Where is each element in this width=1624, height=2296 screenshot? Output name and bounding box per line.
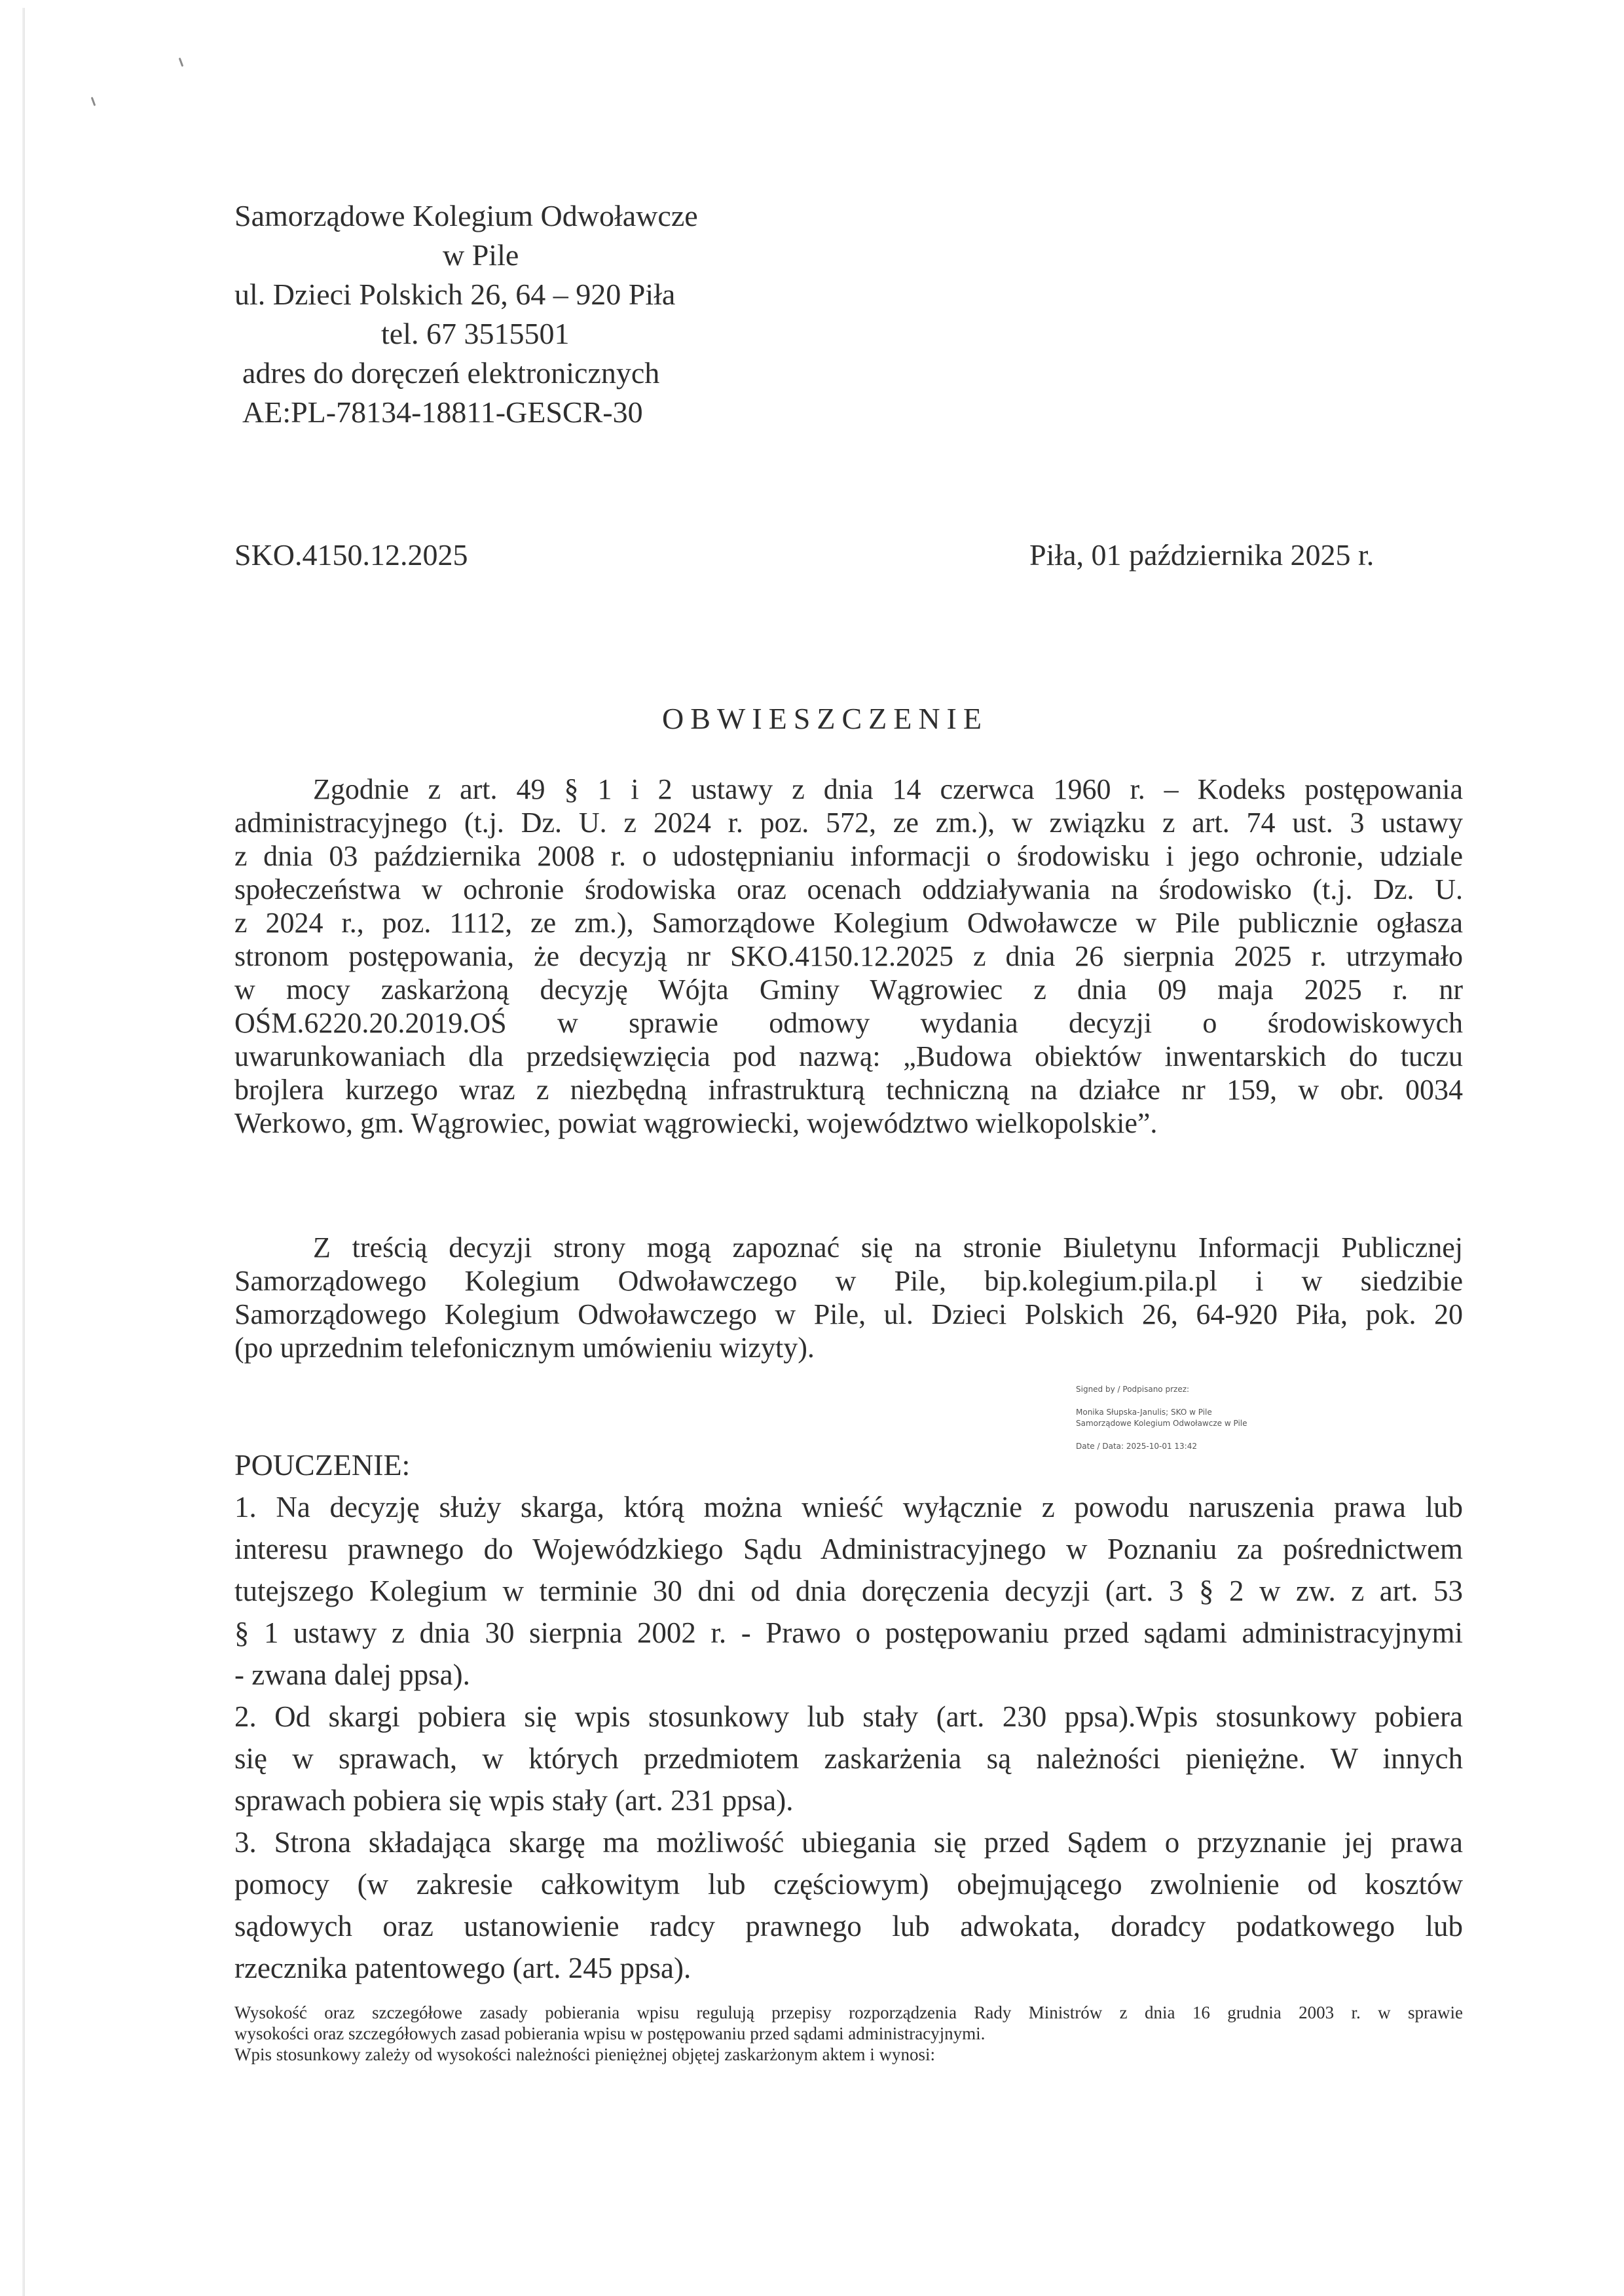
paragraph-line: Z treścią decyzji strony mogą zapoznać się na stronie Biuletynu Informacji Publicznej: [313, 1231, 1463, 1264]
electronic-signature-block: [1076, 1384, 1247, 1452]
access-info-paragraph: [234, 1231, 1463, 1364]
footnote-line: wysokości oraz szczegółowych zasad pobierania wpisu w postępowaniu przed sądami administracyjnymi.: [234, 2024, 986, 2043]
instruction-line: - zwana dalej ppsa).: [234, 1658, 470, 1691]
scan-edge-shadow: [22, 8, 25, 2296]
footnote-line: Wysokość oraz szczegółowe zasady pobierania wpisu regulują przepisy rozporządzenia Rady Ministrów z dnia 16 grudnia 2003 r. w sprawie: [234, 2003, 1463, 2022]
paragraph-line: z dnia 03 października 2008 r. o udostępnianiu informacji o środowisku i jego ochronie, udziale: [234, 840, 1463, 872]
letterhead-edelivery-address: AE:PL-78134-18811-GESCR-30: [242, 395, 643, 429]
scan-speck: [91, 97, 96, 106]
signature-signed-by-label: Signed by / Podpisano przez:: [1076, 1385, 1190, 1394]
instruction-line: 3. Strona składająca skargę ma możliwość ubiegania się przed Sądem o przyznanie jej prawa: [234, 1826, 1463, 1859]
letterhead-institution: Samorządowe Kolegium Odwoławcze: [234, 199, 698, 232]
document-title: OBWIESZCZENIE: [662, 702, 988, 735]
paragraph-line: z 2024 r., poz. 1112, ze zm.), Samorządowe Kolegium Odwoławcze w Pile publicznie ogłasza: [234, 907, 1463, 939]
paragraph-line: stronom postępowania, że decyzją nr SKO.4150.12.2025 z dnia 26 sierpnia 2025 r. utrzymało: [234, 940, 1463, 972]
letterhead-phone: tel. 67 3515501: [381, 317, 570, 350]
instruction-line: 1. Na decyzję służy skarga, którą można wnieść wyłącznie z powodu naruszenia prawa lub: [234, 1491, 1463, 1523]
instruction-line: interesu prawnego do Wojewódzkiego Sądu Administracyjnego w Poznaniu za pośrednictwem: [234, 1533, 1463, 1565]
paragraph-line: społeczeństwa w ochronie środowiska oraz ocenach oddziaływania na środowisko (t.j. Dz. U.: [234, 873, 1463, 905]
instruction-line: sądowych oraz ustanowienie radcy prawnego lub adwokata, doradcy podatkowego lub: [234, 1910, 1463, 1942]
instruction-heading: POUCZENIE:: [234, 1448, 411, 1482]
place-and-date: Piła, 01 października 2025 r.: [1029, 538, 1375, 572]
paragraph-line: (po uprzednim telefonicznym umówieniu wizyty).: [234, 1332, 815, 1364]
instruction-line: się w sprawach, w których przedmiotem zaskarżenia są należności pieniężne. W innych: [234, 1742, 1463, 1775]
paragraph-line: brojlera kurzego wraz z niezbędną infrastrukturą techniczną na działce nr 159, w obr. 0034: [234, 1074, 1463, 1106]
instruction-line: pomocy (w zakresie całkowitym lub częściowym) obejmującego zwolnienie od kosztów: [234, 1868, 1463, 1901]
signature-signer-name: Monika Słupska-Janulis; SKO w Pile: [1076, 1408, 1212, 1417]
instruction-line: tutejszego Kolegium w terminie 30 dni od dnia doręczenia decyzji (art. 3 § 2 w zw. z art. 53: [234, 1575, 1463, 1607]
scan-speck: [179, 58, 184, 67]
paragraph-line: Samorządowego Kolegium Odwoławczego w Pile, ul. Dzieci Polskich 26, 64-920 Piła, pok. 20: [234, 1298, 1463, 1330]
announcement-paragraph: [234, 773, 1463, 1140]
fee-footnote: [234, 2002, 1463, 2065]
signature-organization: Samorządowe Kolegium Odwoławcze w Pile: [1076, 1419, 1247, 1428]
paragraph-line: administracyjnego (t.j. Dz. U. z 2024 r. poz. 572, ze zm.), w związku z art. 74 ust. 3 ustawy: [234, 807, 1463, 839]
instruction-list: [234, 1486, 1463, 1989]
paragraph-line: Werkowo, gm. Wągrowiec, powiat wągrowiecki, województwo wielkopolskie”.: [234, 1107, 1158, 1139]
paragraph-line: OŚM.6220.20.2019.OŚ w sprawie odmowy wydania decyzji o środowiskowych: [234, 1007, 1463, 1039]
letterhead-edelivery-label: adres do doręczeń elektronicznych: [242, 356, 660, 390]
instruction-line: sprawach pobiera się wpis stały (art. 231 ppsa).: [234, 1784, 794, 1817]
paragraph-line-with-bip-link: Samorządowego Kolegium Odwoławczego w Pile, bip.kolegium.pila.pl i w siedzibie: [234, 1265, 1463, 1297]
letterhead-city: w Pile: [443, 238, 519, 272]
instruction-line: § 1 ustawy z dnia 30 sierpnia 2002 r. - Prawo o postępowaniu przed sądami administracyjnymi: [234, 1616, 1463, 1649]
paragraph-line: Zgodnie z art. 49 § 1 i 2 ustawy z dnia 14 czerwca 1960 r. – Kodeks postępowania: [313, 773, 1463, 805]
letterhead-address: ul. Dzieci Polskich 26, 64 – 920 Piła: [234, 278, 676, 311]
signature-date: Date / Data: 2025-10-01 13:42: [1076, 1442, 1197, 1451]
case-reference-number: SKO.4150.12.2025: [234, 538, 468, 572]
footnote-line: Wpis stosunkowy zależy od wysokości należności pieniężnej objętej zaskarżonym aktem i wynosi:: [234, 2045, 935, 2064]
paragraph-line: w mocy zaskarżoną decyzję Wójta Gminy Wągrowiec z dnia 09 maja 2025 r. nr: [234, 974, 1463, 1006]
instruction-line: rzecznika patentowego (art. 245 ppsa).: [234, 1952, 692, 1984]
instruction-line: 2. Od skargi pobiera się wpis stosunkowy lub stały (art. 230 ppsa).Wpis stosunkowy pobiera: [234, 1700, 1463, 1733]
paragraph-line: uwarunkowaniach dla przedsięwzięcia pod nazwą: „Budowa obiektów inwentarskich do tuczu: [234, 1040, 1463, 1072]
